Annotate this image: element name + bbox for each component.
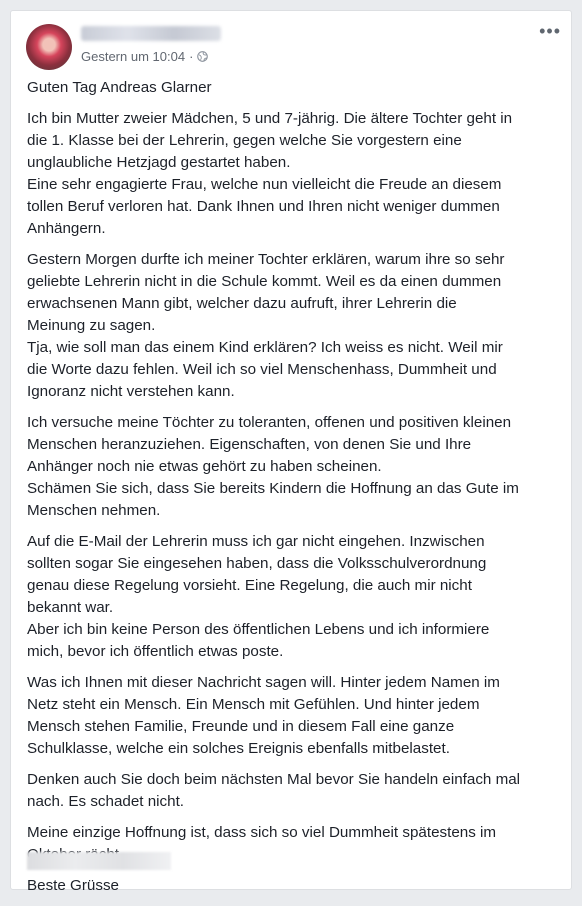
globe-icon[interactable] (197, 51, 208, 62)
post-paragraph: Ich bin Mutter zweier Mädchen, 5 und 7-jährig. Die ältere Tochter geht in die 1. Klasse bei der Lehrerin, gegen welche Sie vorgestern eine unglaubliche Hetzjagd gestartet haben. Eine sehr engagierte Frau, welche nun vielleicht die Freude an diesem tollen Beruf verloren hat. Dank Ihnen und Ihren nicht weniger dummen Anhängern. (27, 110, 513, 237)
post-paragraph: Denken auch Sie doch beim nächsten Mal bevor Sie handeln einfach mal nach. Es schadet nicht. (27, 771, 521, 810)
post-paragraph: Was ich Ihnen mit dieser Nachricht sagen will. Hinter jedem Namen im Netz steht ein Mensch. Ein Mensch mit Gefühlen. Und hinter jedem Mensch stehen Familie, Freunde und in diesem Fall eine ganze Schulklasse, welche ein solches Ereignis ebenfalls mitbelastet. (27, 674, 500, 757)
post-meta (81, 49, 208, 64)
post-paragraph: Guten Tag Andreas Glarner (27, 79, 212, 96)
author-name-redacted[interactable] (81, 26, 221, 41)
more-options-icon[interactable]: ••• (539, 21, 561, 41)
signature-redacted (27, 852, 171, 870)
post-paragraph: Beste Grüsse (27, 877, 120, 894)
post-timestamp[interactable]: Gestern um 10:04 (81, 49, 186, 64)
post-card (10, 10, 572, 894)
post-paragraph: Meine einzige Hoffnung ist, dass sich so viel Dummheit spätestens im (27, 824, 497, 841)
post-paragraph: Gestern Morgen durfte ich meiner Tochter erklären, warum ihre so sehr geliebte Lehrerin nicht in die Schule kommt. Weil es da einen dummen erwachsenen Mann gibt, welcher dazu aufruft, ihrer Lehrerin die Meinung zu sagen. Tja, wie soll man das einem Kind erklären? Ich weiss es nicht. Weil mir die Worte dazu fehlen. Weil ich so viel Menschenhass, Dummheit und Ignoranz nicht verstehen kann. (27, 251, 505, 400)
post-paragraph: Ich versuche meine Töchter zu toleranten, offenen und positiven kleinen Menschen heranzuziehen. Eigenschaften, von denen Sie und Ihre Anhänger noch nie etwas gehört zu haben scheinen. Schämen Sie sich, dass Sie bereits Kindern die Hoffnung an das Gute im Menschen nehmen. (27, 414, 519, 519)
post-paragraph: Auf die E-Mail der Lehrerin muss ich gar nicht eingehen. Inzwischen sollten sogar Sie eingesehen haben, dass die Volksschulverordnung genau diese Regelung vorsieht. Eine Regelung, die auch mir nicht bekannt war. Aber ich bin keine Person des öffentlichen Lebens und ich informiere mich, bevor ich öffentlich etwas poste. (27, 533, 490, 660)
meta-separator: · (189, 49, 194, 64)
post-body (27, 77, 563, 906)
author-avatar[interactable] (26, 24, 72, 70)
